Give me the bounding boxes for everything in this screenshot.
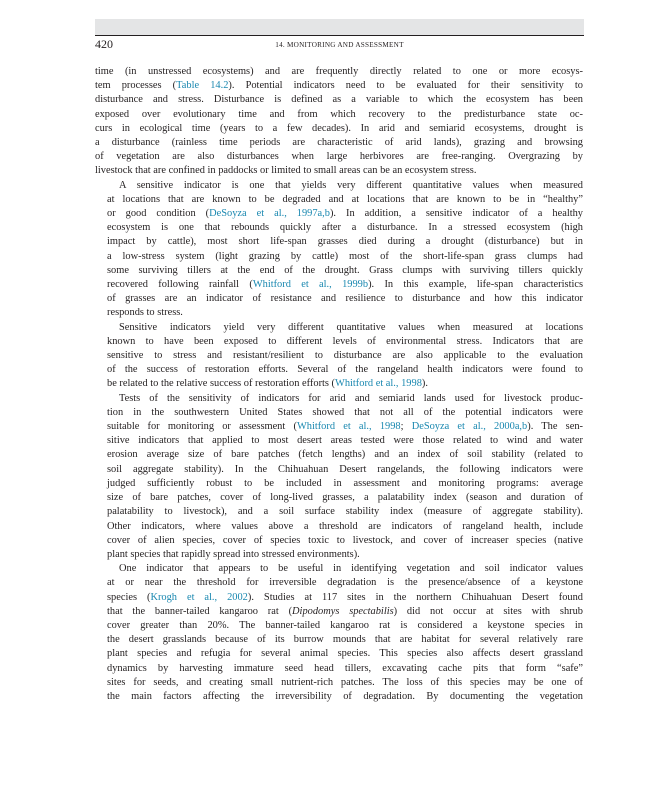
- text-run: Other indicators, where values above a threshold are indicators of rangeland health, include: [107, 520, 583, 532]
- text-line: [95, 633, 583, 647]
- text-run: at locations that are known to be degraded and at locations that are known to be in “healthy”: [107, 193, 583, 205]
- text-line: [95, 321, 583, 335]
- citation-link[interactable]: Whitford et al., 1998: [296, 421, 401, 433]
- text-run: ).: [421, 378, 428, 390]
- text-line: [95, 434, 583, 448]
- species-name: Dipodomys spectabilis: [292, 605, 394, 617]
- text-line: [95, 349, 583, 363]
- text-line: [95, 406, 583, 420]
- text-run: sites for seeds, and creating small nutrient-rich patches. The loss of this species may be one of: [107, 676, 583, 688]
- text-run: known to have been exposed to different levels of environmental stress. Indicators that are: [107, 335, 583, 347]
- text-line: [95, 619, 583, 633]
- text-run: responds to stress.: [107, 307, 183, 319]
- text-line: [95, 392, 583, 406]
- text-line: [95, 65, 583, 79]
- running-head: 14. MONITORING AND ASSESSMENT: [275, 41, 404, 49]
- text-run: A sensitive indicator is one that yields very different quantitative values when measured: [119, 179, 583, 191]
- text-run: ). Studies at 117 sites in the northern Chihuahuan Desert found: [247, 591, 583, 603]
- text-run: ecosystem is one that rebounds quickly after a disturbance. In a stressed ecosystem (high: [107, 222, 583, 234]
- text-run: be related to the relative success of restoration efforts (: [107, 378, 336, 390]
- text-run: ). The sen-: [527, 421, 583, 433]
- text-run: One indicator that appears to be useful in identifying vegetation and soil indicator values: [119, 563, 583, 575]
- text-run: curs in ecological time (years to a few decades). In arid and semiarid ecosystems, drought is: [95, 122, 583, 134]
- header-band: [95, 19, 584, 35]
- citation-link[interactable]: Whitford et al., 1999b: [252, 279, 369, 291]
- text-line: [95, 292, 583, 306]
- text-run: palatability to livestock), and a soil surface stability index (measure of aggregate stability).: [107, 506, 583, 518]
- body-text: [95, 65, 583, 704]
- text-run: tion in the southwestern United States showed that not all of the potential indicators were: [107, 406, 583, 418]
- text-line: [95, 647, 583, 661]
- text-line: [95, 164, 583, 178]
- text-run: Tests of the sensitivity of indicators for arid and semiarid lands used for livestock produc-: [119, 392, 583, 404]
- text-line: [95, 335, 583, 349]
- text-run: of the success of restoration efforts. Several of the rangeland health indicators were found to: [107, 364, 583, 376]
- text-line: [95, 235, 583, 249]
- text-run: plant species that rapidly spread into stressed environments).: [107, 548, 360, 560]
- header-rule: [95, 35, 584, 36]
- text-line: [95, 463, 583, 477]
- text-line: [95, 150, 583, 164]
- text-run: recovered following rainfall (: [107, 279, 253, 291]
- text-run: livestock that are confined in paddocks or limited to small areas can be an ecosystem stress.: [95, 165, 477, 177]
- citation-link[interactable]: Krogh et al., 2002: [150, 591, 248, 603]
- text-line: [95, 278, 583, 292]
- text-line: [95, 377, 583, 391]
- text-line: [95, 420, 583, 434]
- text-line: [95, 207, 583, 221]
- text-run: ) did not occur at sites with shrub: [393, 605, 583, 617]
- text-run: ). In this example, life-span characteristics: [368, 279, 583, 291]
- text-run: of vegetation are also disturbances when large herbivores are free-ranging. Overgrazing by: [95, 151, 583, 163]
- text-line: [95, 122, 583, 136]
- text-line: [95, 491, 583, 505]
- text-run: tem processes (: [95, 80, 177, 92]
- text-line: [95, 505, 583, 519]
- text-run: time (in unstressed ecosystems) and are frequently directly related to one or more ecosys-: [95, 66, 583, 77]
- text-line: [95, 662, 583, 676]
- text-line: [95, 605, 583, 619]
- text-line: [95, 93, 583, 107]
- citation-link[interactable]: Table 14.2: [176, 80, 229, 92]
- text-line: [95, 676, 583, 690]
- text-run: a disturbance (rainless time periods are characteristic of arid lands), grazing and browsing: [95, 137, 583, 149]
- text-run: soil aggregate stability). In the Chihuahuan Desert rangelands, the following indicators were: [107, 463, 583, 475]
- text-line: [95, 576, 583, 590]
- text-run: size of bare patches, cover of long-lived grasses, a palatability index (season and duration of: [107, 492, 583, 504]
- text-line: [95, 136, 583, 150]
- text-line: [95, 193, 583, 207]
- text-run: cover greater than 20%. The banner-tailed kangaroo rat is considered a keystone species in: [107, 619, 583, 631]
- text-run: suitable for monitoring or assessment (: [107, 421, 297, 433]
- text-line: [95, 79, 583, 93]
- text-run: the desert grasslands because of its burrow mounds that are habitat for several relatively rare: [107, 634, 583, 646]
- text-run: that the banner-tailed kangaroo rat (: [107, 605, 293, 617]
- text-run: impact by cattle), most short life-span grasses died during a drought (disturbance) but in: [107, 236, 583, 248]
- page-number: 420: [95, 37, 113, 51]
- text-run: or good condition (: [107, 208, 210, 220]
- text-line: [95, 534, 583, 548]
- text-line: [95, 108, 583, 122]
- text-run: a low-stress system (light grazing by cattle) most of the short-life-span grass clumps had: [107, 250, 583, 262]
- text-line: [95, 520, 583, 534]
- text-line: [95, 250, 583, 264]
- text-line: [95, 591, 583, 605]
- text-run: at or near the threshold for irreversible degradation is the presence/absence of a keystone: [107, 577, 583, 589]
- text-line: [95, 562, 583, 576]
- paragraph: [95, 179, 583, 321]
- text-line: [95, 264, 583, 278]
- citation-link[interactable]: DeSoyza et al., 1997a,b: [209, 208, 330, 220]
- text-run: dynamics by harvesting immature seed head tillers, excavating cache pits that form “safe”: [107, 662, 583, 674]
- text-run: cover of alien species, cover of species toxic to livestock, and cover of increaser species (native: [107, 534, 583, 546]
- text-line: [95, 221, 583, 235]
- text-line: [95, 548, 583, 562]
- text-run: ). In addition, a sensitive indicator of a healthy: [329, 208, 583, 220]
- text-run: judged sufficiently robust to be included in assessment and monitoring programs: average: [107, 477, 583, 489]
- text-run: plant species and refugia for several animal species. This species also affects desert grassland: [107, 648, 583, 660]
- text-run: exposed over evolutionary time and from which recovery to the predisturbance state oc-: [95, 108, 583, 120]
- paragraph: [95, 65, 583, 179]
- text-line: [95, 306, 583, 320]
- text-run: ;: [400, 421, 412, 433]
- text-run: of grasses are an indicator of resistance and resilience to disturbance and how this indicator: [107, 293, 583, 305]
- text-run: species (: [107, 591, 151, 603]
- text-line: [95, 477, 583, 491]
- text-run: Sensitive indicators yield very different quantitative values when measured at locations: [119, 321, 583, 333]
- text-run: sitive indicators that applied to most desert areas tested were those related to wind and water: [107, 435, 583, 447]
- paragraph: [95, 562, 583, 704]
- text-run: ). Potential indicators need to be evaluated for their sensitivity to: [228, 80, 583, 92]
- text-run: sensitive to stress and resistant/resilient to disturbance are also applicable to the evaluation: [107, 350, 583, 362]
- text-line: [95, 690, 583, 704]
- text-line: [95, 363, 583, 377]
- text-line: [95, 179, 583, 193]
- text-run: disturbance and stress. Disturbance is defined as a variable to which the ecosystem has been: [95, 94, 583, 106]
- text-run: erosion average size of bare patches (fetch lengths) and an index of soil stability (related to: [107, 449, 583, 461]
- citation-link[interactable]: Whitford et al., 1998: [335, 378, 422, 390]
- text-run: the main factors affecting the irreversibility of degradation. By documenting the vegetation: [107, 690, 583, 702]
- text-line: [95, 448, 583, 462]
- text-run: some surviving tillers at the end of the drought. Grass clumps with surviving tillers quickly: [107, 264, 583, 276]
- paragraph: [95, 321, 583, 392]
- paragraph: [95, 392, 583, 562]
- citation-link[interactable]: DeSoyza et al., 2000a,b: [411, 421, 528, 433]
